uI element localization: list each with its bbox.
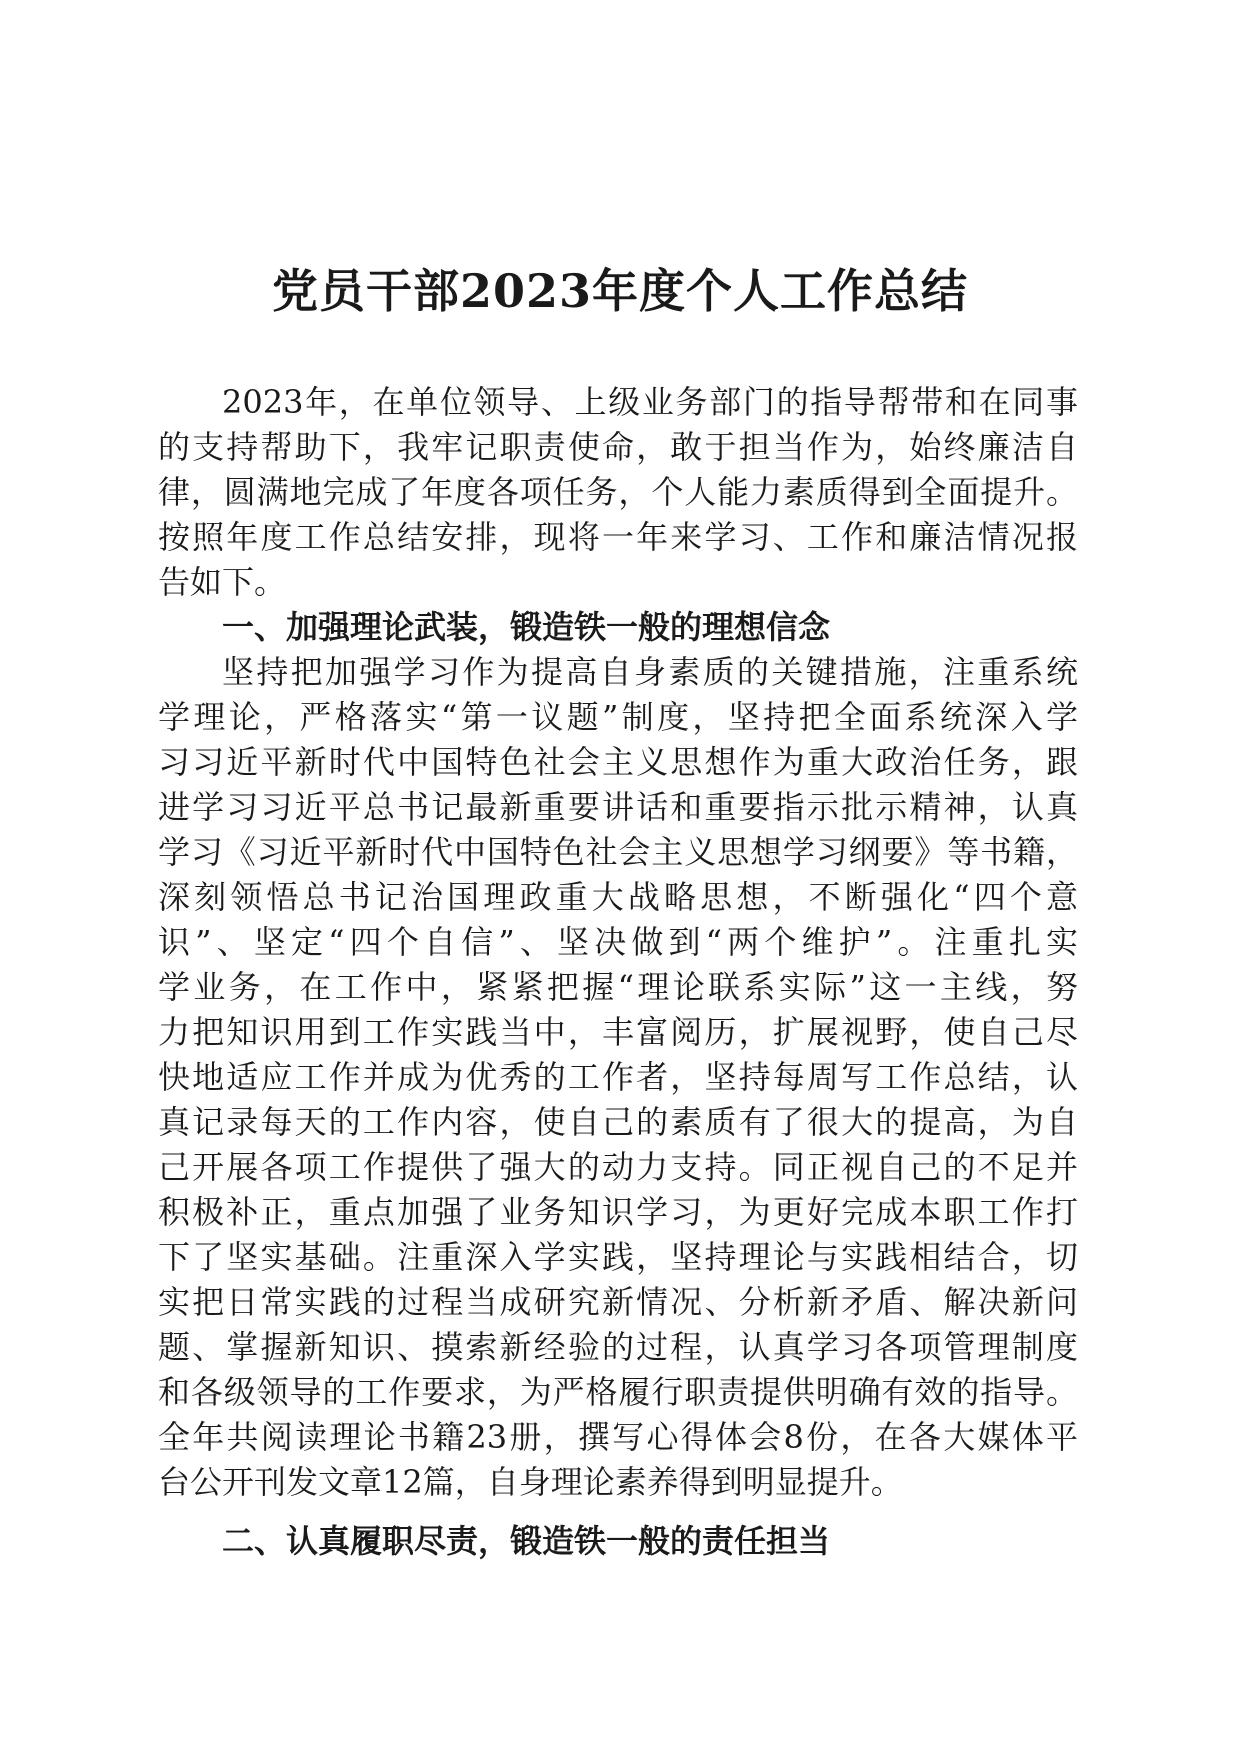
section1-line: 坚持把加强学习作为提高自身素质的关键措施，注重系统 <box>222 653 1078 691</box>
document-body <box>158 380 1078 1564</box>
section1-line: 积极补正，重点加强了业务知识学习，为更好完成本职工作打 <box>158 1193 1078 1231</box>
section1-line: 己开展各项工作提供了强大的动力支持。同正视自己的不足并 <box>158 1148 1078 1186</box>
section1-line: 学理论，严格落实“第一议题”制度，坚持把全面系统深入学 <box>158 698 1078 736</box>
section1-line: 学习《习近平新时代中国特色社会主义思想学习纲要》等书籍， <box>158 833 1078 871</box>
intro-line: 律，圆满地完成了年度各项任务，个人能力素质得到全面提升。 <box>158 473 1078 511</box>
section-heading-2: 二、认真履职尽责，锻造铁一般的责任担当 <box>222 1522 831 1560</box>
section1-line: 快地适应工作并成为优秀的工作者，坚持每周写工作总结，认 <box>158 1058 1078 1096</box>
section1-line: 深刻领悟总书记治国理政重大战略思想，不断强化“四个意 <box>158 878 1078 916</box>
section1-line: 下了坚实基础。注重深入学实践，坚持理论与实践相结合，切 <box>158 1238 1078 1276</box>
section1-line: 全年共阅读理论书籍23册，撰写心得体会8份，在各大媒体平 <box>158 1418 1078 1456</box>
section1-line: 题、掌握新知识、摸索新经验的过程，认真学习各项管理制度 <box>158 1328 1078 1366</box>
section1-line: 真记录每天的工作内容，使自己的素质有了很大的提高，为自 <box>158 1103 1078 1141</box>
section1-line: 台公开刊发文章12篇，自身理论素养得到明显提升。 <box>158 1463 903 1501</box>
section1-line: 和各级领导的工作要求，为严格履行职责提供明确有效的指导。 <box>158 1373 1078 1411</box>
document-title: 党员干部2023年度个人工作总结 <box>271 264 969 318</box>
section-heading-1: 一、加强理论武装，锻造铁一般的理想信念 <box>222 608 831 646</box>
section1-line: 识”、坚定“四个自信”、坚决做到“两个维护”。注重扎实 <box>158 923 1078 961</box>
section1-line: 力把知识用到工作实践当中，丰富阅历，扩展视野，使自己尽 <box>158 1013 1078 1051</box>
intro-line: 的支持帮助下，我牢记职责使命，敢于担当作为，始终廉洁自 <box>158 428 1078 466</box>
section1-line: 实把日常实践的过程当成研究新情况、分析新矛盾、解决新问 <box>158 1283 1078 1321</box>
section1-line: 习习近平新时代中国特色社会主义思想作为重大政治任务，跟 <box>158 743 1078 781</box>
section1-line: 进学习习近平总书记最新重要讲话和重要指示批示精神，认真 <box>158 788 1078 826</box>
intro-line: 2023年，在单位领导、上级业务部门的指导帮带和在同事 <box>222 383 1078 421</box>
section1-line: 学业务，在工作中，紧紧把握“理论联系实际”这一主线，努 <box>158 968 1078 1006</box>
intro-line: 按照年度工作总结安排，现将一年来学习、工作和廉洁情况报 <box>158 518 1078 556</box>
intro-line: 告如下。 <box>158 563 287 601</box>
